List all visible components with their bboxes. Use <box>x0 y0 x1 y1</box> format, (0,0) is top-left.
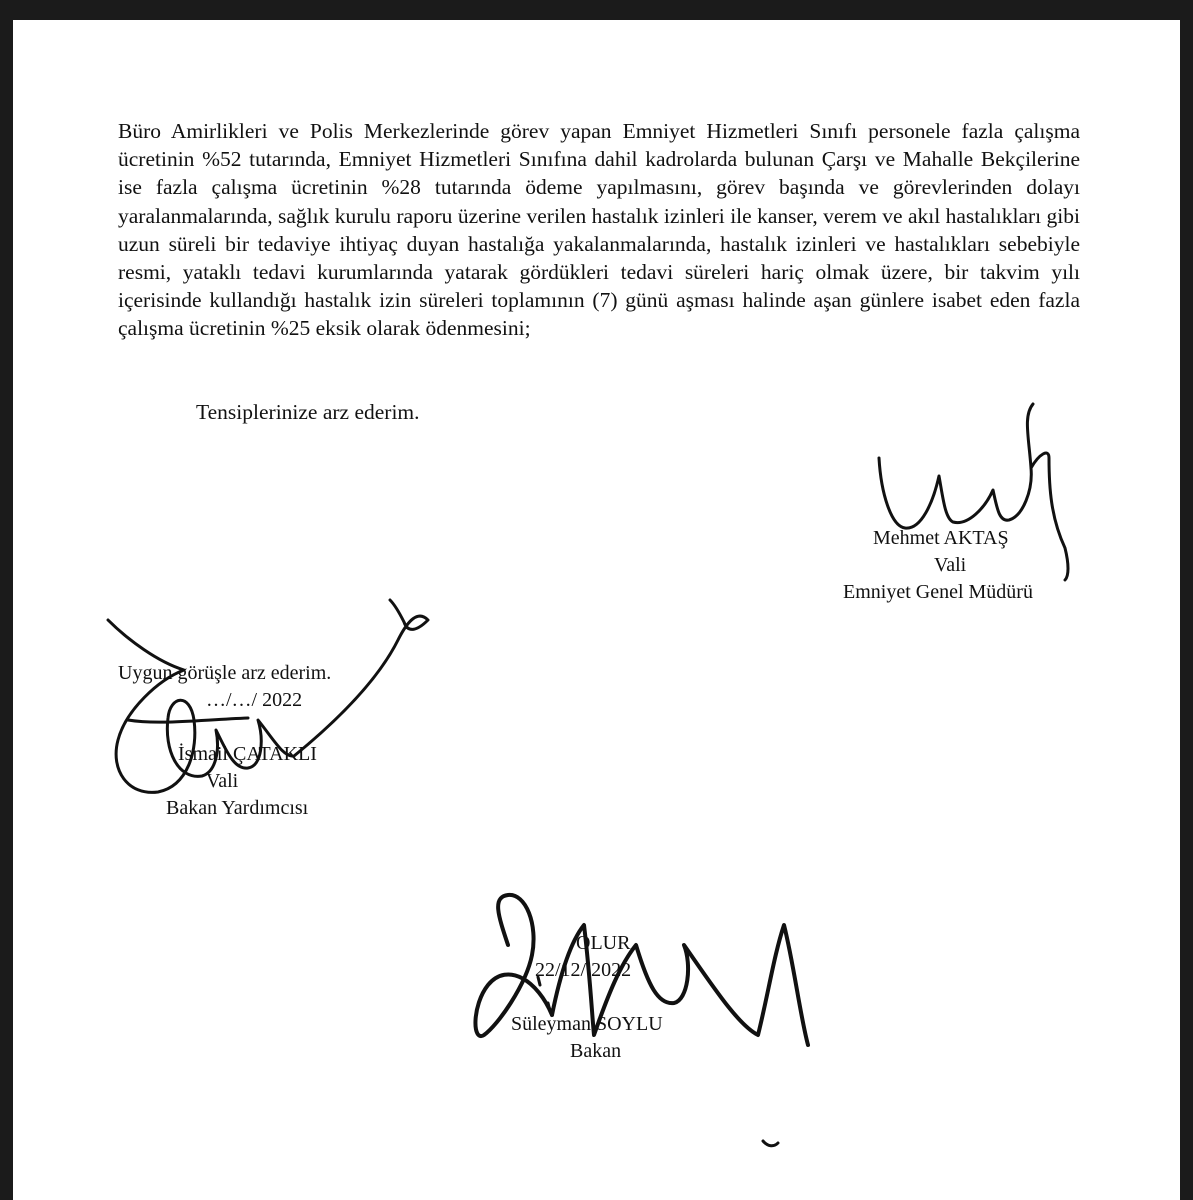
minister-date: 22/12/ 2022 <box>535 959 632 981</box>
deputy-position: Bakan Yardımcısı <box>166 797 309 819</box>
director-position: Emniyet Genel Müdürü <box>843 581 1033 603</box>
paragraph-text: Büro Amirlikleri ve Polis Merkezlerinde görev yapan Emniyet Hizmetleri Sınıfı personele fazla çalışma ücretinin %52 tutarında, Emniyet Hizmetleri Sınıfına dahil kadrolarda bulunan Çarşı ve Mahalle Bekçilerine ise fazla çalışma ücretinin %28 tutarında ödeme yapılmasını, görev başında ve görevlerinden dolayı yaralanmalarında, sağlık kurulu raporu üzerine verilen hastalık izinleri ile kanser, verem ve akıl hastalıkları gibi uzun süreli bir tedaviye ihtiyaç duyan hastalığa yakalanmalarında, hastalık izinleri ve hastalıkları sebebiyle resmi, yataklı tedavi kurumlarında yatarak gördükleri tedavi süreleri hariç olmak üzere, bir takvim yılı içerisinde kullandığı hastalık izin süreleri toplamının (7) günü aşması halinde aşan günlere isabet eden fazla çalışma ücretinin %25 eksik olarak ödenmesini; <box>118 119 1080 341</box>
deputy-title: Vali <box>206 770 239 792</box>
minister-block <box>508 930 708 1062</box>
deputy-name: İsmail ÇATAKLI <box>178 743 317 765</box>
director-block <box>833 525 1083 615</box>
closing-line: Tensiplerinize arz ederim. <box>196 400 420 424</box>
minister-name: Süleyman SOYLU <box>511 1013 663 1035</box>
minister-approval: OLUR <box>576 932 631 954</box>
body-paragraph <box>118 117 1080 343</box>
director-title: Vali <box>934 554 967 576</box>
deputy-note: Uygun görüşle arz ederim. <box>118 662 332 684</box>
document-page <box>13 20 1180 1200</box>
deputy-date: …/…/ 2022 <box>206 689 303 711</box>
deputy-block <box>118 660 418 830</box>
director-name: Mehmet AKTAŞ <box>873 527 1009 549</box>
minister-position: Bakan <box>570 1040 622 1062</box>
